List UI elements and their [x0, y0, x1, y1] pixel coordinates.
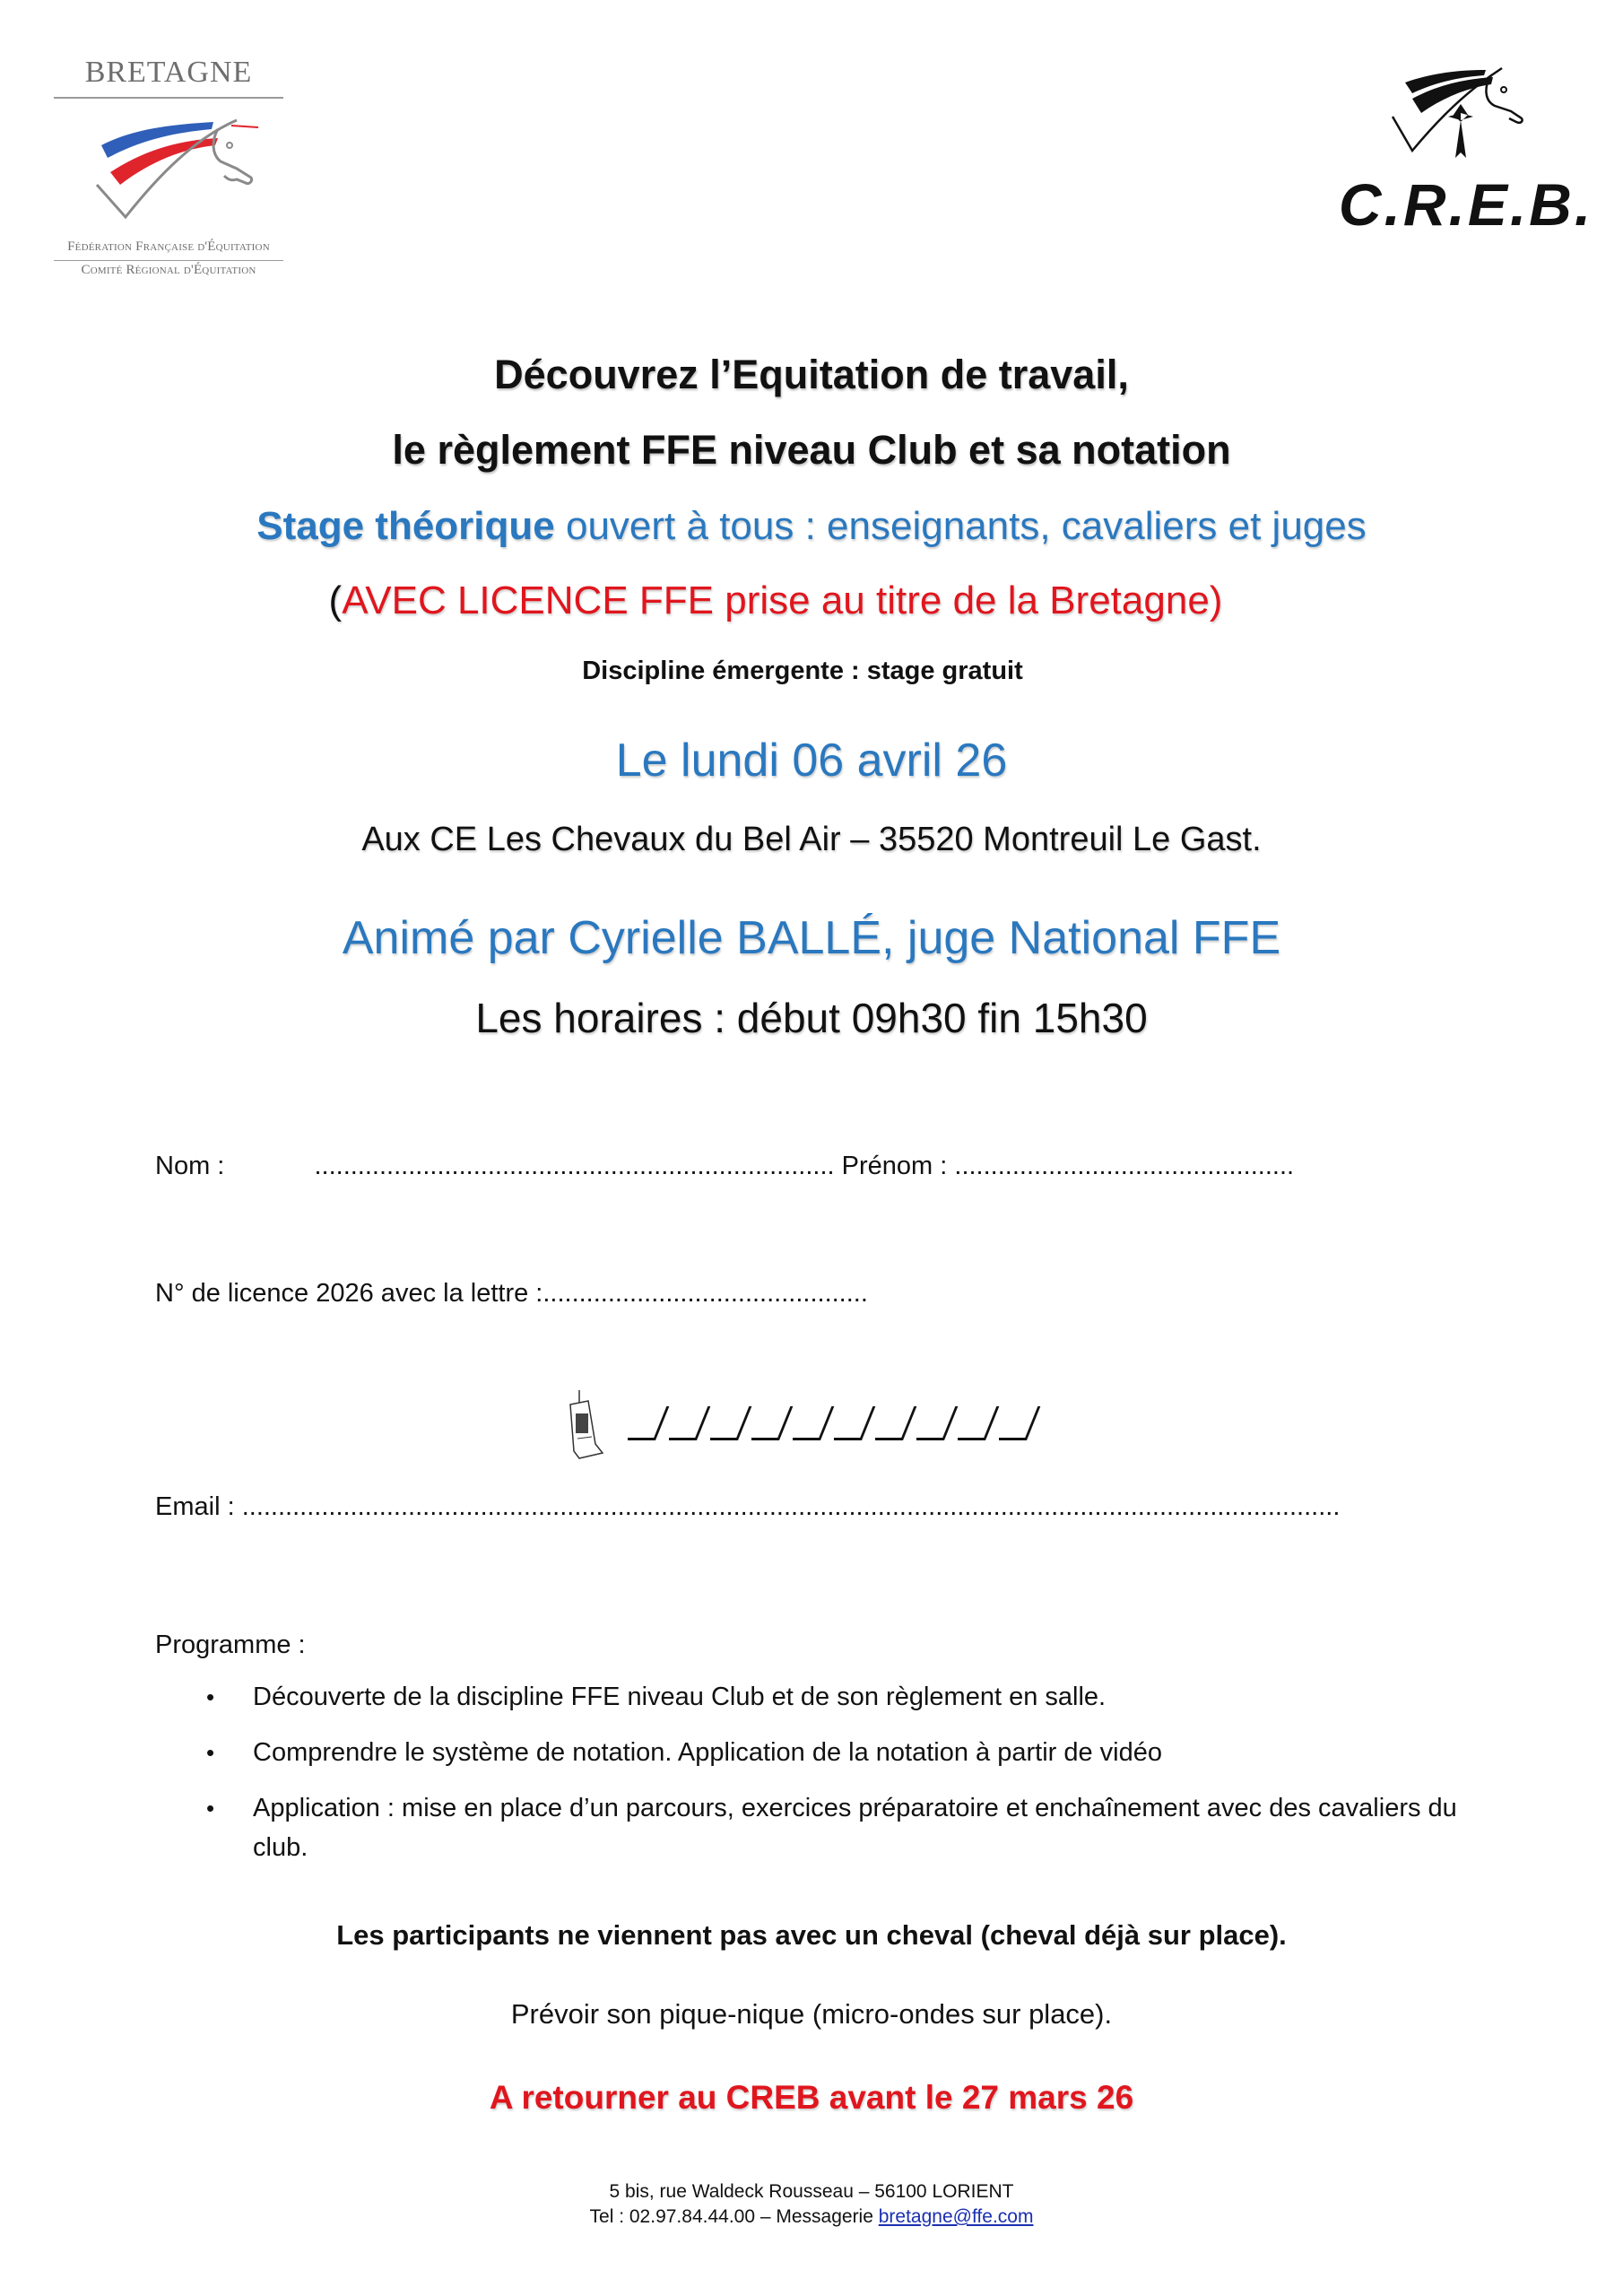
logo-line-comite: Comité Régional d'Équitation	[81, 263, 256, 277]
programme-item: • Découverte de la discipline FFE niveau Club et de son règlement en salle.	[206, 1677, 1480, 1717]
programme-title: Programme :	[155, 1631, 306, 1659]
logo-region-name: BRETAGNE	[84, 56, 253, 89]
licence-requirement	[0, 578, 1587, 623]
event-venue: Aux CE Les Chevaux du Bel Air – 35520 Montreuil Le Gast.	[361, 821, 1262, 858]
phone-digit-slot[interactable]	[915, 1408, 956, 1442]
picnic-note: Prévoir son pique-nique (micro-ondes sur place).	[510, 1998, 1113, 2030]
discipline-note: Discipline émergente : stage gratuit	[582, 657, 1023, 685]
prenom-label: Prénom :	[841, 1152, 948, 1180]
phone-digit-slot[interactable]	[956, 1408, 997, 1442]
phone-digit-slot[interactable]	[791, 1408, 832, 1442]
creb-logo	[1336, 65, 1596, 244]
bullet-icon: •	[206, 1795, 215, 1822]
creb-wordmark: C.R.E.B.	[1338, 171, 1594, 238]
logo-divider	[54, 97, 283, 99]
email-input[interactable]: ........................................................................................................................................................	[241, 1492, 1341, 1521]
ffe-bretagne-logo	[52, 56, 285, 280]
nom-field[interactable]	[155, 1152, 1294, 1181]
horse-hermine-logo-icon	[1385, 65, 1556, 172]
email-field[interactable]	[155, 1492, 1340, 1522]
nom-label: Nom :	[155, 1152, 225, 1180]
licence-field[interactable]	[155, 1279, 868, 1309]
programme-item: • Application : mise en place d’un parcours, exercices préparatoire et enchaînement avec des cavaliers du club.	[206, 1788, 1480, 1867]
phone-input[interactable]	[626, 1408, 1038, 1450]
phone-digit-slot[interactable]	[997, 1408, 1038, 1442]
licence-rest: prise au titre de la Bretagne)	[714, 578, 1223, 622]
horse-head-logo-icon	[61, 102, 276, 237]
licence-label: N° de licence 2026 avec la lettre :	[155, 1279, 543, 1308]
phone-digit-slot[interactable]	[626, 1408, 667, 1442]
bullet-icon: •	[206, 1683, 215, 1710]
nom-input[interactable]: ........................................................................	[314, 1152, 835, 1180]
event-date: Le lundi 06 avril 26	[615, 735, 1008, 787]
logo-line-ffe: Fédération Française d'Équitation	[67, 239, 270, 254]
stage-label: Stage théorique	[256, 504, 555, 548]
licence-bold: AVEC LICENCE FFE	[342, 578, 715, 622]
licence-paren: (	[328, 578, 343, 622]
mobile-phone-icon	[565, 1388, 610, 1460]
programme-list	[206, 1677, 1480, 1883]
phone-digit-slot[interactable]	[667, 1408, 708, 1442]
footer-address: 5 bis, rue Waldeck Rousseau – 56100 LORIENT	[609, 2181, 1014, 2202]
phone-digit-slot[interactable]	[832, 1408, 873, 1442]
footer-contact	[0, 2206, 1623, 2228]
programme-item: • Comprendre le système de notation. Application de la notation à partir de vidéo	[206, 1733, 1480, 1772]
licence-input[interactable]: .............................................	[542, 1279, 868, 1308]
stage-subtitle	[0, 504, 1623, 549]
title-line-2: le règlement FFE niveau Club et sa notation	[392, 427, 1231, 473]
logo-divider	[54, 260, 283, 261]
footer-email-link[interactable]: bretagne@ffe.com	[878, 2206, 1034, 2227]
no-horse-note: Les participants ne viennent pas avec un cheval (cheval déjà sur place).	[336, 1919, 1287, 1951]
event-hours: Les horaires : début 09h30 fin 15h30	[475, 995, 1148, 1041]
bullet-icon: •	[206, 1739, 215, 1766]
event-animator: Animé par Cyrielle BALLÉ, juge National FFE	[342, 912, 1281, 964]
footer-phone: Tel : 02.97.84.44.00 – Messagerie	[589, 2206, 879, 2227]
stage-audience: ouvert à tous : enseignants, cavaliers et juges	[554, 504, 1367, 548]
return-deadline: A retourner au CREB avant le 27 mars 26	[489, 2079, 1134, 2116]
phone-digit-slot[interactable]	[750, 1408, 791, 1442]
email-label: Email :	[155, 1492, 235, 1521]
phone-digit-slot[interactable]	[873, 1408, 915, 1442]
phone-digit-slot[interactable]	[708, 1408, 750, 1442]
prenom-input[interactable]: ...............................................	[954, 1152, 1295, 1180]
title-line-1: Découvrez l’Equitation de travail,	[494, 352, 1129, 397]
